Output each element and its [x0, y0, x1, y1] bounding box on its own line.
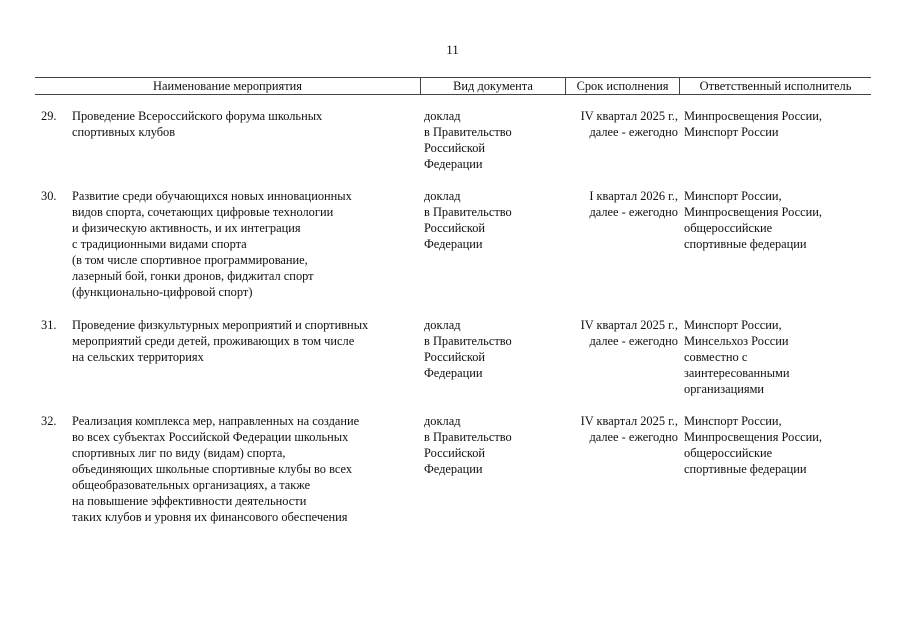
text-line: Развитие среди обучающихся новых инновационных [72, 189, 352, 203]
text-line: Минспорт России, [684, 318, 782, 332]
text-line: спортивных лиг по виду (видам) спорта, [72, 446, 286, 460]
text-line: объединяющих школьные спортивные клубы во всех [72, 462, 353, 476]
text-line: Минпросвещения России, [684, 430, 822, 444]
text-line: доклад [424, 414, 461, 428]
table-header [35, 77, 871, 95]
text-line: IV квартал 2025 г., [580, 318, 678, 332]
text-line: на повышение эффективности деятельности [72, 494, 307, 508]
row-term [566, 413, 678, 445]
text-line: далее - ежегодно [589, 125, 678, 139]
text-line: Российской [424, 446, 486, 460]
row-name [72, 413, 417, 525]
text-line: совместно с [684, 350, 748, 364]
text-line: Минпросвещения России, [684, 205, 822, 219]
text-line: Минспорт России, [684, 414, 782, 428]
row-responsible [684, 108, 874, 140]
text-line: Федерации [424, 366, 483, 380]
text-line: Проведение Всероссийского форума школьных [72, 109, 323, 123]
text-line: далее - ежегодно [589, 334, 678, 348]
header-responsible: Ответственный исполнитель [699, 79, 852, 93]
text-line: общероссийские [684, 221, 773, 235]
text-line: Федерации [424, 462, 483, 476]
text-line: спортивные федерации [684, 462, 807, 476]
text-line: в Правительство [424, 334, 512, 348]
row-doc-type [424, 413, 554, 477]
row-term [566, 108, 678, 140]
row-number: 29. [41, 109, 57, 123]
row-number: 31. [41, 318, 57, 332]
text-line: Минспорт России, [684, 189, 782, 203]
header-doc-type: Вид документа [453, 79, 533, 93]
text-line: Российской [424, 350, 486, 364]
text-line: Реализация комплекса мер, направленных на создание [72, 414, 360, 428]
text-line: IV квартал 2025 г., [580, 109, 678, 123]
text-line: доклад [424, 318, 461, 332]
row-doc-type [424, 317, 554, 381]
text-line: видов спорта, сочетающих цифровые технологии [72, 205, 334, 219]
text-line: в Правительство [424, 430, 512, 444]
row-term [566, 317, 678, 349]
text-line: во всех субъектах Российской Федерации школьных [72, 430, 349, 444]
text-line: организациями [684, 382, 765, 396]
text-line: спортивных клубов [72, 125, 176, 139]
text-line: таких клубов и уровня их финансового обеспечения [72, 510, 348, 524]
text-line: Проведение физкультурных мероприятий и спортивных [72, 318, 369, 332]
text-line: (в том числе спортивное программирование, [72, 253, 308, 267]
header-name: Наименование мероприятия [153, 79, 302, 93]
text-line: IV квартал 2025 г., [580, 414, 678, 428]
text-line: Минпросвещения России, [684, 109, 822, 123]
row-doc-type [424, 188, 554, 252]
row-responsible [684, 317, 874, 397]
text-line: Федерации [424, 157, 483, 171]
row-name [72, 317, 417, 365]
text-line: с традиционными видами спорта [72, 237, 247, 251]
text-line: Федерации [424, 237, 483, 251]
row-name [72, 188, 417, 300]
text-line: в Правительство [424, 125, 512, 139]
row-name [72, 108, 417, 140]
row-number: 32. [41, 414, 57, 428]
text-line: далее - ежегодно [589, 430, 678, 444]
row-responsible [684, 413, 874, 477]
text-line: далее - ежегодно [589, 205, 678, 219]
page-number: 11 [446, 42, 459, 57]
text-line: доклад [424, 189, 461, 203]
text-line: общеобразовательных организациях, а также [72, 478, 311, 492]
text-line: заинтересованными [684, 366, 790, 380]
row-doc-type [424, 108, 554, 172]
text-line: Российской [424, 221, 486, 235]
text-line: (функционально-цифровой спорт) [72, 285, 253, 299]
row-responsible [684, 188, 874, 252]
text-line: в Правительство [424, 205, 512, 219]
text-line: Минсельхоз России [684, 334, 789, 348]
text-line: мероприятий среди детей, проживающих в том числе [72, 334, 355, 348]
text-line: лазерный бой, гонки дронов, фиджитал спорт [72, 269, 314, 283]
text-line: спортивные федерации [684, 237, 807, 251]
row-number: 30. [41, 189, 57, 203]
text-line: и физическую активность, и их интеграция [72, 221, 301, 235]
text-line: Минспорт России [684, 125, 779, 139]
text-line: на сельских территориях [72, 350, 204, 364]
text-line: Российской [424, 141, 486, 155]
text-line: I квартал 2026 г., [589, 189, 678, 203]
text-line: доклад [424, 109, 461, 123]
row-term [566, 188, 678, 220]
text-line: общероссийские [684, 446, 773, 460]
header-term: Срок исполнения [576, 79, 669, 93]
